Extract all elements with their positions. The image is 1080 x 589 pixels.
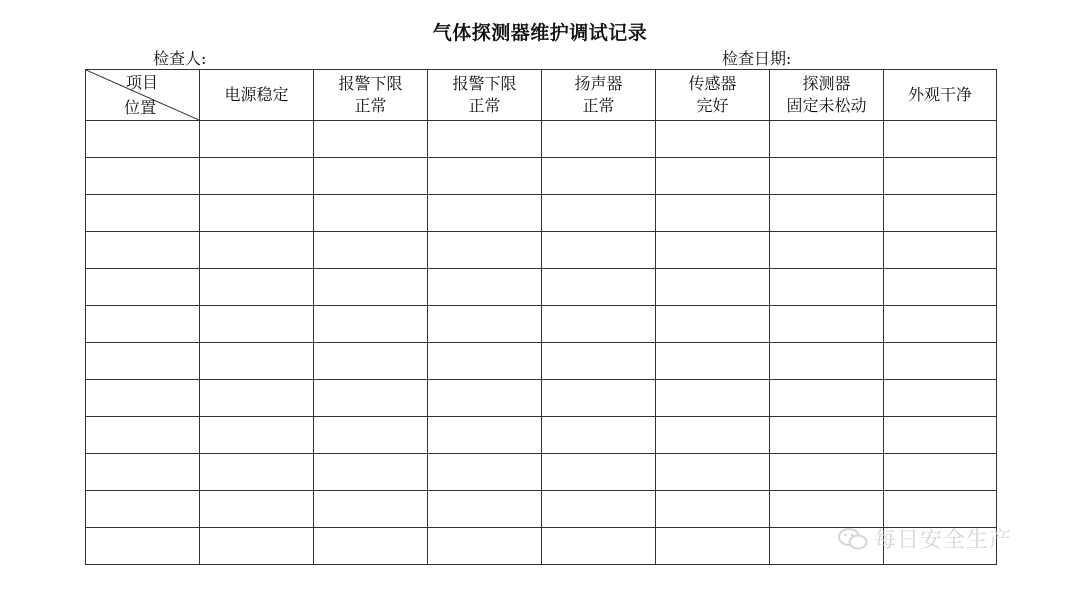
table-row: [86, 195, 997, 232]
header-alarm-lower-limit-2: [428, 70, 542, 121]
header-line: 外观干净: [907, 85, 972, 104]
table-cell: [86, 491, 200, 528]
table-cell: [542, 121, 656, 158]
table-row: [86, 306, 997, 343]
table-cell: [314, 343, 428, 380]
table-cell: [200, 343, 314, 380]
header-line: 报警下限: [338, 74, 403, 93]
table-cell: [770, 232, 884, 269]
table-cell: [770, 195, 884, 232]
table-cell: [200, 232, 314, 269]
table-cell: [884, 306, 997, 343]
table-cell: [314, 306, 428, 343]
table-cell: [200, 528, 314, 565]
corner-item-label: 项目: [126, 73, 159, 92]
table-cell: [314, 121, 428, 158]
header-line: 正常: [354, 96, 387, 115]
header-power-stable: [200, 70, 314, 121]
table-cell: [770, 380, 884, 417]
header-line: 完好: [696, 96, 729, 115]
table-cell: [200, 158, 314, 195]
record-body: [86, 121, 997, 565]
table-cell: [428, 380, 542, 417]
table-cell: [884, 232, 997, 269]
table-cell: [314, 491, 428, 528]
table-cell: [542, 454, 656, 491]
table-cell: [86, 158, 200, 195]
table-cell: [656, 195, 770, 232]
table-cell: [542, 232, 656, 269]
table-cell: [86, 454, 200, 491]
table-cell: [770, 306, 884, 343]
table-cell: [314, 195, 428, 232]
table-cell: [86, 380, 200, 417]
maintenance-record-table: [85, 69, 997, 565]
table-cell: [656, 454, 770, 491]
table-cell: [428, 232, 542, 269]
table-cell: [884, 195, 997, 232]
header-sensor: [656, 70, 770, 121]
table-row: [86, 269, 997, 306]
table-row: [86, 121, 997, 158]
table-cell: [542, 491, 656, 528]
table-cell: [542, 195, 656, 232]
wechat-icon: [838, 527, 868, 551]
table-cell: [770, 269, 884, 306]
table-cell: [656, 380, 770, 417]
table-cell: [428, 417, 542, 454]
table-cell: [884, 121, 997, 158]
inspection-date-label: 检查日期:: [722, 49, 792, 68]
table-cell: [200, 454, 314, 491]
header-line: 报警下限: [452, 74, 517, 93]
table-cell: [314, 454, 428, 491]
table-cell: [314, 380, 428, 417]
watermark: [838, 523, 1012, 554]
table-cell: [314, 528, 428, 565]
table-cell: [656, 158, 770, 195]
table-row: [86, 158, 997, 195]
table-cell: [656, 343, 770, 380]
table-cell: [200, 417, 314, 454]
table-cell: [884, 269, 997, 306]
table-cell: [428, 158, 542, 195]
table-cell: [428, 491, 542, 528]
inspector-label: 检查人:: [153, 49, 207, 68]
header-appearance-clean: [884, 70, 997, 121]
table-cell: [428, 121, 542, 158]
table-cell: [200, 195, 314, 232]
table-cell: [770, 491, 884, 528]
table-cell: [86, 343, 200, 380]
table-cell: [428, 195, 542, 232]
table-cell: [314, 269, 428, 306]
table-cell: [770, 417, 884, 454]
header-line: 固定未松动: [786, 96, 867, 115]
header-line: 正常: [468, 96, 501, 115]
table-cell: [86, 528, 200, 565]
table-cell: [542, 417, 656, 454]
table-cell: [86, 306, 200, 343]
header-detector-fixed: [770, 70, 884, 121]
corner-location-label: 位置: [124, 98, 157, 117]
table-cell: [200, 306, 314, 343]
table-cell: [200, 121, 314, 158]
table-cell: [86, 269, 200, 306]
table-cell: [86, 417, 200, 454]
table-cell: [314, 158, 428, 195]
table-cell: [542, 269, 656, 306]
table-cell: [656, 417, 770, 454]
table-row: [86, 232, 997, 269]
table-cell: [884, 158, 997, 195]
table-cell: [884, 491, 997, 528]
header-alarm-lower-limit-1: [314, 70, 428, 121]
table-row: [86, 380, 997, 417]
header-line: 传感器: [688, 74, 737, 93]
table-cell: [200, 491, 314, 528]
table-cell: [656, 232, 770, 269]
table-cell: [542, 380, 656, 417]
table-cell: [770, 158, 884, 195]
table-cell: [542, 343, 656, 380]
table-cell: [656, 306, 770, 343]
table-cell: [542, 306, 656, 343]
table-cell: [428, 306, 542, 343]
table-row: [86, 491, 997, 528]
table-cell: [770, 121, 884, 158]
watermark-text: 每日安全生产: [874, 528, 1013, 553]
table-cell: [884, 343, 997, 380]
table-cell: [428, 269, 542, 306]
table-cell: [542, 528, 656, 565]
corner-header-cell: [86, 70, 200, 121]
table-cell: [314, 232, 428, 269]
table-cell: [200, 269, 314, 306]
table-cell: [770, 343, 884, 380]
header-speaker: [542, 70, 656, 121]
table-row: [86, 343, 997, 380]
table-cell: [884, 454, 997, 491]
table-cell: [428, 343, 542, 380]
header-line: 探测器: [802, 74, 851, 93]
table-cell: [314, 417, 428, 454]
table-cell: [86, 121, 200, 158]
header-line: 电源稳定: [224, 85, 289, 104]
table-cell: [86, 232, 200, 269]
table-cell: [86, 195, 200, 232]
table-cell: [884, 417, 997, 454]
header-line: 扬声器: [574, 74, 623, 93]
table-cell: [884, 380, 997, 417]
table-cell: [656, 121, 770, 158]
table-cell: [428, 528, 542, 565]
table-cell: [428, 454, 542, 491]
header-line: 正常: [582, 96, 615, 115]
table-cell: [656, 528, 770, 565]
table-cell: [200, 380, 314, 417]
table-cell: [770, 454, 884, 491]
table-cell: [656, 269, 770, 306]
table-row: [86, 417, 997, 454]
document-title: 气体探测器维护调试记录: [432, 22, 648, 44]
header-row: [86, 70, 997, 121]
table-row: [86, 454, 997, 491]
table-cell: [656, 491, 770, 528]
table-cell: [542, 158, 656, 195]
